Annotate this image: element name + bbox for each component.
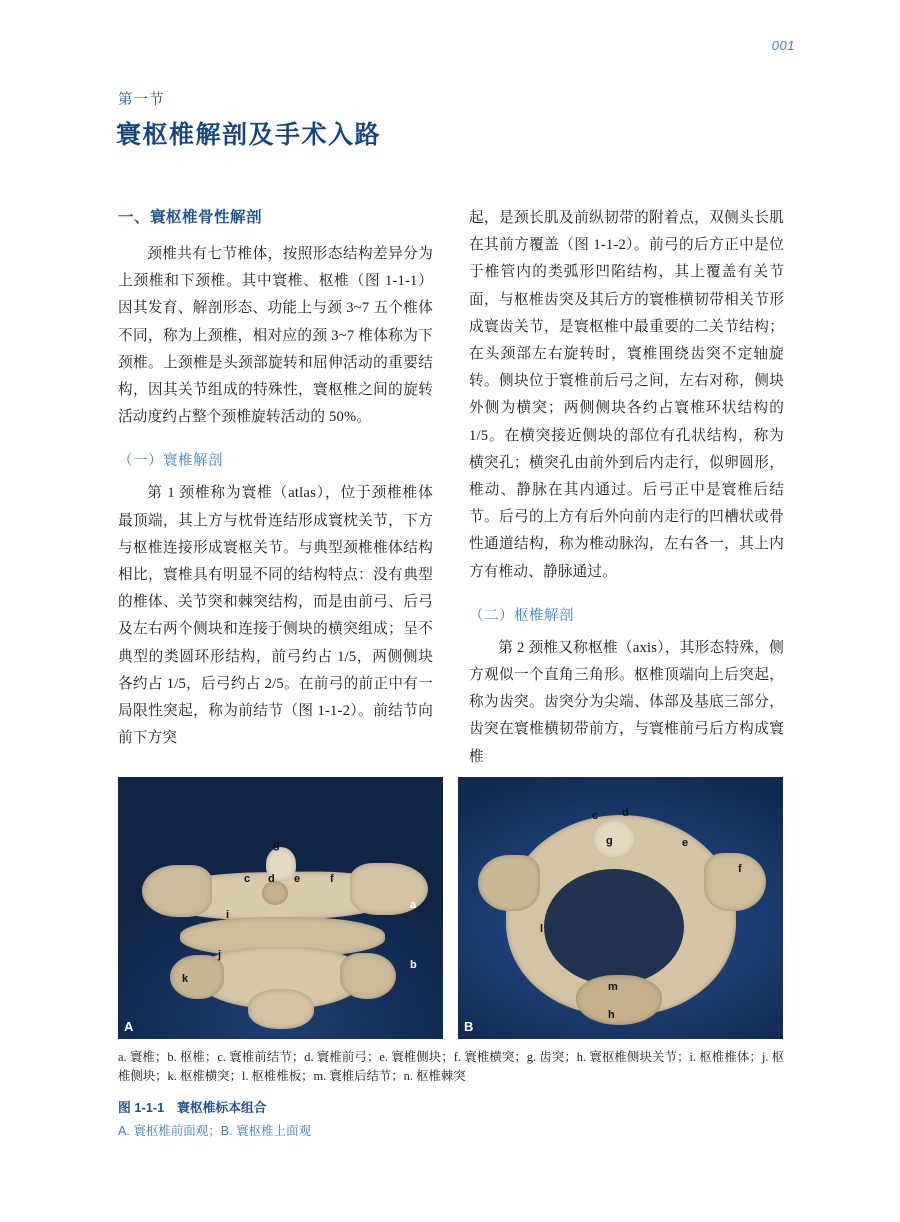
paragraph-right-1: 起，是颈长肌及前纵韧带的附着点，双侧头长肌在其前方覆盖（图 1-1-2）。前弓的后方正中是位于椎管内的类弧形凹陷结构，其上覆盖有关节面，与枢椎齿突及其后方的寰椎横韧带相关节形成寰齿关节，是寰枢椎中最重要的二关节结构；在头颈部左右旋转时，寰椎围绕齿突不定轴旋转。侧块位于寰椎前后弓之间，左右对称，侧块外侧为横突；两侧侧块各约占寰椎环状结构的 1/5。在横突接近侧块的部位有孔状结构，称为横突孔；横突孔由前外到后内走行，似卵圆形，椎动、静脉在其内通过。后弓正中是寰椎后结节。后弓的上方有后外向前内走行的凹槽状或骨性通道结构，称为椎动脉沟，左右各一，其上内方有椎动、静脉通过。 [469,210,784,580]
figure-subtitle: A. 寰枢椎前面观；B. 寰枢椎上面观 [118,1124,312,1138]
figure-row [118,777,784,1039]
label-a-g: g [273,839,280,851]
atlas-anterior-photo [118,777,443,1039]
label-a-j: j [218,949,222,961]
figure-panel-b-tag: B [464,1019,474,1034]
label-b-e: e [682,837,689,849]
page-number: 001 [771,38,795,53]
figure-panel-a [118,777,443,1039]
label-b-d: d [622,807,629,819]
label-b-g: g [606,835,613,847]
label-a-c: c [244,873,251,885]
label-a-a: a [410,899,417,911]
figure-title: 图 1-1-1 寰枢椎标本组合 [118,1100,267,1115]
heading-bony-anatomy: 一、寰枢椎骨性解剖 [118,209,263,226]
label-b-m: m [608,981,618,993]
label-b-c: c [592,810,599,822]
right-column [469,205,784,773]
text-columns [118,205,784,765]
label-b-f: f [738,863,742,875]
left-column [118,205,433,754]
paragraph-left-1: 颈椎共有七节椎体，按照形态结构差异分为上颈椎和下颈椎。其中寰椎、枢椎（图 1-1-1）因其发育、解剖形态、功能上与颈 3~7 五个椎体不同，称为上颈椎，相对应的颈 3~7 椎体称为下颈椎。上颈椎是头颈部旋转和屈伸活动的重要结构，因其关节组成的特殊性，寰枢椎之间的旋转活动度约占整个颈椎旋转活动的 50%。 [118,246,433,426]
heading-atlas-anatomy: （一）寰椎解剖 [118,453,223,470]
label-a-i: i [226,909,230,921]
page-title: 寰枢椎解剖及手术入路 [116,121,382,149]
figure-panel-a-tag: A [124,1019,134,1034]
paragraph-left-2: 第 1 颈椎称为寰椎（atlas），位于颈椎椎体最顶端，其上方与枕骨连结形成寰枕关节，下方与枢椎连接形成寰枢关节。与典型颈椎椎体结构相比，寰椎具有明显不同的结构特点：没有典型的椎体、关节突和棘突结构，而是由前弓、后弓及左右两个侧块和连接于侧块的横突组成；呈不典型的类圆环形结构，前弓约占 1/5，两侧侧块各约占 1/5，后弓约占 2/5。在前弓的前正中有一局限性突起，称为前结节（图 1-1-2）。前结节向前下方突 [118,485,433,747]
section-label: 第一节 [118,92,165,108]
label-a-k: k [182,973,189,985]
label-b-l: l [540,923,544,935]
atlas-superior-photo [458,777,783,1039]
paragraph-right-2: 第 2 颈椎又称枢椎（axis），其形态特殊，侧方观似一个直角三角形。枢椎顶端向上后突起，称为齿突。齿突分为尖端、体部及基底三部分，齿突在寰椎横韧带前方，与寰椎前弓后方构成寰椎 [469,639,784,765]
heading-axis-anatomy: （二）枢椎解剖 [469,607,574,624]
label-a-d: d [268,873,275,885]
figure-block [118,777,784,1139]
label-a-b: b [410,959,417,971]
label-a-e: e [294,873,301,885]
label-b-h: h [608,1009,615,1021]
figure-panel-b [458,777,783,1039]
label-a-f: f [330,873,334,885]
figure-legend: a. 寰椎；b. 枢椎；c. 寰椎前结节；d. 寰椎前弓；e. 寰椎侧块；f. 寰椎横突；g. 齿突；h. 寰枢椎侧块关节；i. 枢椎椎体；j. 枢椎侧块；k. 枢椎横突；l. 枢椎椎板；m. 寰椎后结节；n. 枢椎棘突 [118,1050,784,1083]
